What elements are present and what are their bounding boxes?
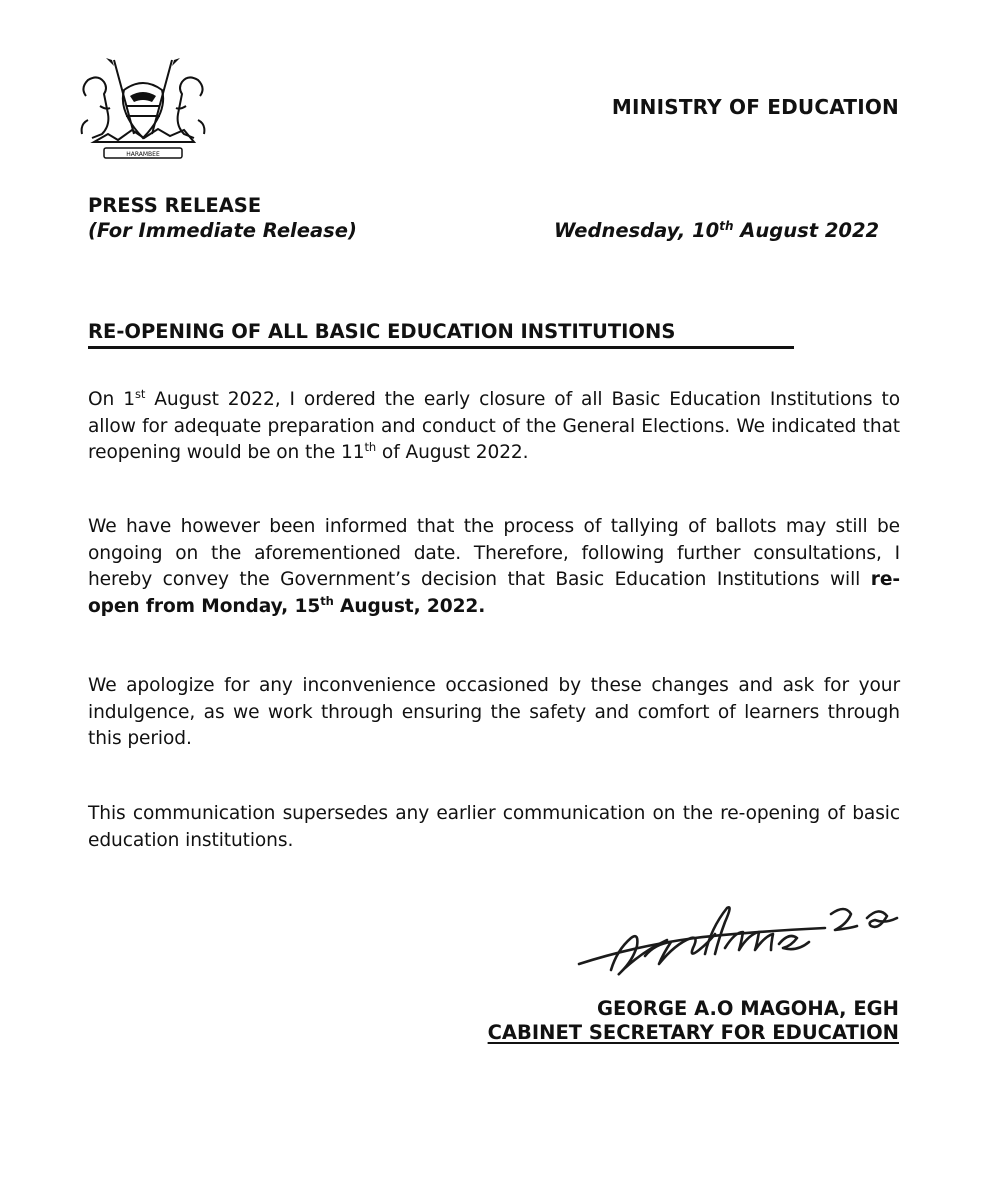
release-date — [554, 219, 879, 242]
signatory-title: CABINET SECRETARY FOR EDUCATION — [487, 1021, 899, 1044]
p1-text-a: On 1 — [88, 389, 135, 410]
date-ordinal: th — [719, 219, 734, 233]
p1-text-c: of August 2022. — [376, 442, 529, 463]
paragraph-3: We apologize for any inconvenience occasioned by these changes and ask for your indulgence, as we work through ensuring the safety and comfort of learners through this period. — [88, 675, 900, 749]
p1-text-b: August 2022, I ordered the early closure of all Basic Education Institutions to allow for adequate preparation and conduct of the General Elections. We indicated that reopening would be on the 11 — [88, 389, 900, 463]
p2-ordinal: th — [320, 593, 334, 608]
p1-ordinal-2: th — [364, 440, 377, 454]
motto-text: HARAMBEE — [126, 151, 160, 158]
signatory-name: GEORGE A.O MAGOHA, EGH — [597, 997, 899, 1020]
p2-text: We have however been informed that the process of tallying of ballots may still be ongoing on the aforementioned date. Therefore, following further consultations, I hereby convey the Government’s decision that Basic Education Institutions will — [88, 516, 900, 590]
coat-of-arms-icon — [74, 56, 212, 164]
paragraph-2 — [88, 514, 900, 620]
date-suffix: August 2022 — [733, 219, 880, 242]
paragraph-4: This communication supersedes any earlier communication on the re-opening of basic education institutions. — [88, 803, 900, 851]
press-release-label: PRESS RELEASE — [88, 194, 262, 217]
p2-bold-a: re-open from Monday, 15 — [88, 569, 900, 617]
p2-bold-b: August, 2022. — [333, 595, 486, 617]
paragraph-1 — [88, 387, 900, 467]
handwritten-signature — [575, 898, 905, 980]
p1-ordinal-1: st — [134, 387, 146, 401]
document-title: RE-OPENING OF ALL BASIC EDUCATION INSTITUTIONS — [88, 320, 794, 349]
release-note: (For Immediate Release) — [88, 219, 357, 242]
ministry-name: MINISTRY OF EDUCATION — [611, 95, 899, 119]
date-prefix: Wednesday, 10 — [554, 219, 720, 242]
